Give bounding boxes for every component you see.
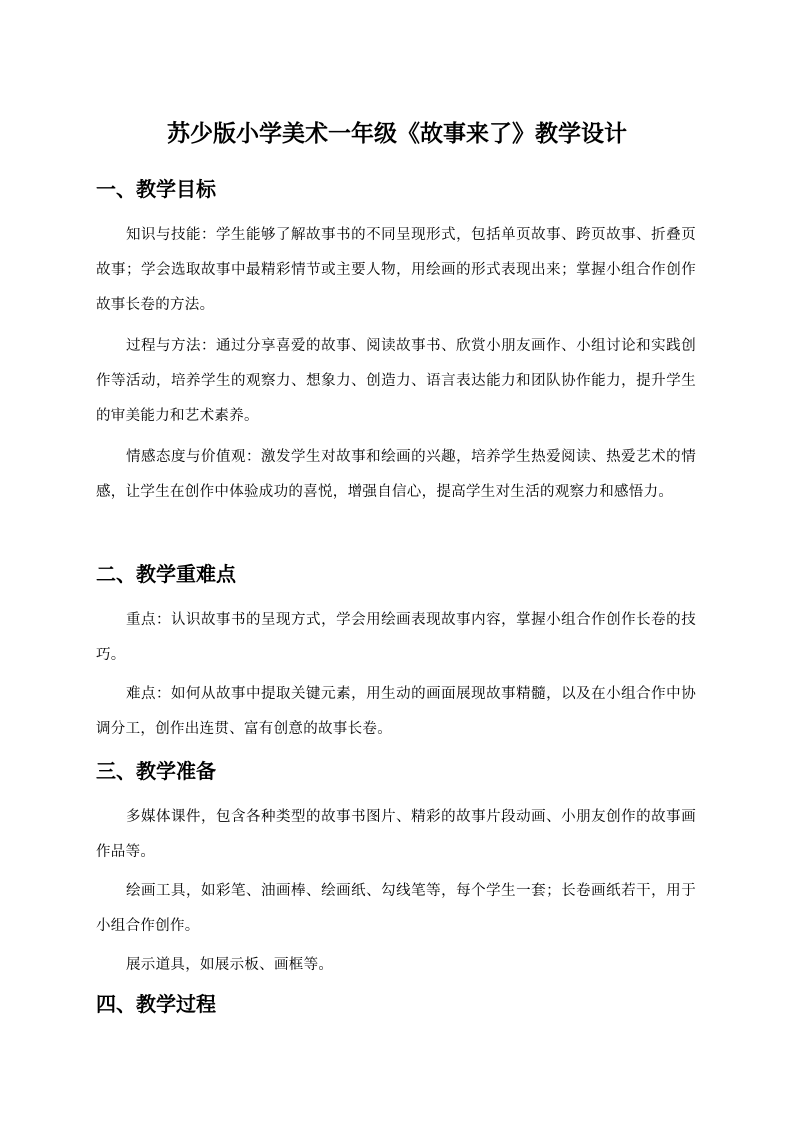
document-title: 苏少版小学美术一年级《故事来了》教学设计 bbox=[167, 121, 627, 147]
paragraph-difficulties: 难点：如何从故事中提取关键元素，用生动的画面展现故事精髓，以及在小组合作中协调分工，创作出连贯、富有创意的故事长卷。 bbox=[96, 686, 696, 737]
paragraph-key-points: 重点：认识故事书的呈现方式，学会用绘画表现故事内容，掌握小组合作创作长卷的技巧。 bbox=[96, 612, 696, 663]
section-heading-key-difficulties: 二、教学重难点 bbox=[96, 562, 236, 586]
paragraph-drawing-tools: 绘画工具，如彩笔、油画棒、绘画纸、勾线笔等，每个学生一套；长卷画纸若干，用于小组合作创作。 bbox=[96, 883, 696, 934]
paragraph-knowledge-skills: 知识与技能：学生能够了解故事书的不同呈现形式，包括单页故事、跨页故事、折叠页故事；学会选取故事中最精彩情节或主要人物，用绘画的形式表现出来；掌握小组合作创作故事长卷的方法。 bbox=[96, 227, 696, 313]
paragraph-process-methods: 过程与方法：通过分享喜爱的故事、阅读故事书、欣赏小朋友画作、小组讨论和实践创作等活动，培养学生的观察力、想象力、创造力、语言表达能力和团队协作能力，提升学生的审美能力和艺术素养。 bbox=[96, 338, 696, 424]
section-heading-objectives: 一、教学目标 bbox=[96, 177, 216, 201]
section-heading-preparation: 三、教学准备 bbox=[96, 759, 216, 783]
paragraph-multimedia: 多媒体课件，包含各种类型的故事书图片、精彩的故事片段动画、小朋友创作的故事画作品等。 bbox=[96, 809, 696, 860]
paragraph-emotion-values: 情感态度与价值观：激发学生对故事和绘画的兴趣，培养学生热爱阅读、热爱艺术的情感，让学生在创作中体验成功的喜悦，增强自信心，提高学生对生活的观察力和感悟力。 bbox=[96, 449, 696, 500]
section-heading-process: 四、教学过程 bbox=[96, 992, 216, 1016]
paragraph-display-props: 展示道具，如展示板、画框等。 bbox=[126, 957, 334, 973]
